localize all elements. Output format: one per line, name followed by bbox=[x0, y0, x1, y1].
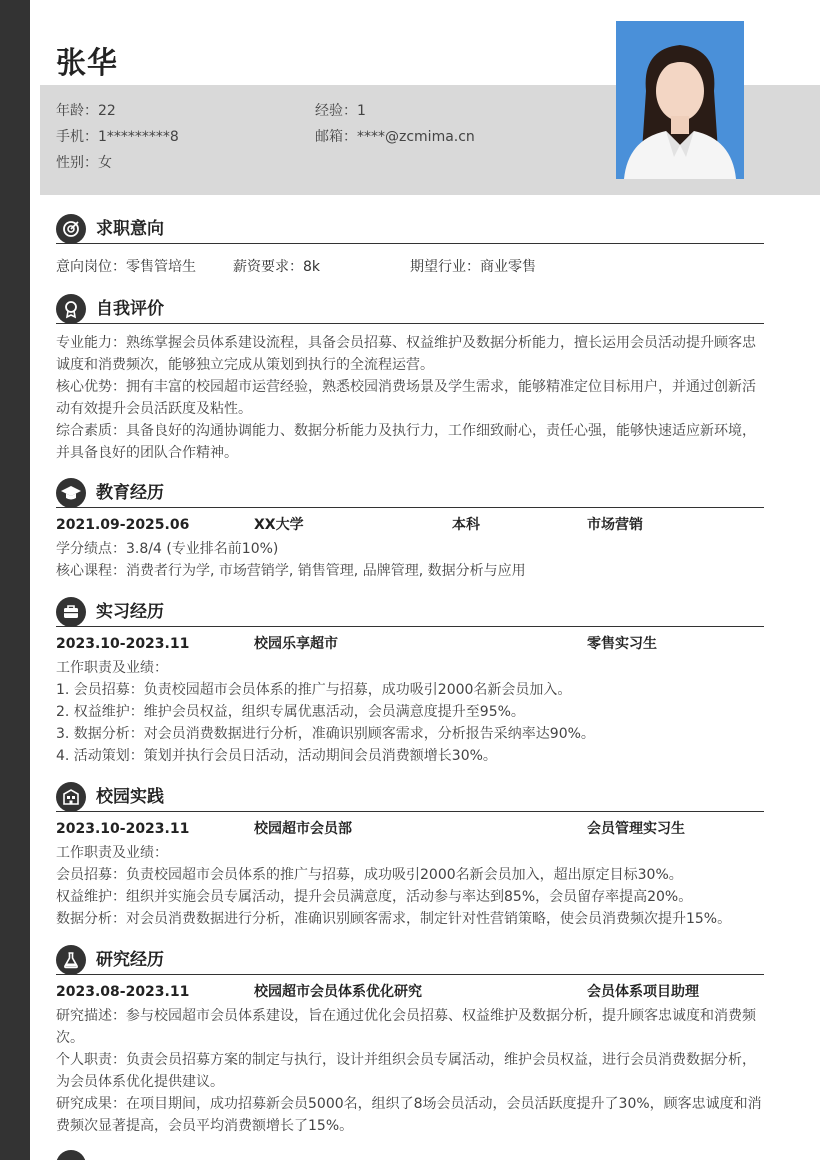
graduation-cap-icon bbox=[56, 478, 86, 508]
internship-line: 工作职责及业绩： bbox=[56, 660, 168, 676]
intent-salary: 薪资要求：8k bbox=[233, 259, 321, 275]
internship-line: 1. 会员招募：负责校园超市会员体系的推广与招募，成功吸引2000名新会员加入。 bbox=[56, 682, 572, 698]
candidate-name: 张华 bbox=[56, 46, 118, 81]
flask-icon bbox=[56, 945, 86, 975]
section-title: 自我评价 bbox=[96, 299, 164, 319]
target-icon bbox=[56, 214, 86, 244]
self-eval-paragraph: 专业能力：熟练掌握会员体系建设流程，具备会员招募、权益维护及数据分析能力，擅长运用会员活动提升顾客忠诚度和消费频次，能够独立完成从策划到执行的全流程运营。 bbox=[56, 335, 756, 373]
section-header bbox=[56, 214, 764, 244]
campus-line: 权益维护：组织并实施会员专属活动，提升会员满意度，活动参与率达到85%，会员留存率提高20%。 bbox=[56, 889, 693, 905]
research-paragraph: 研究成果：在项目期间，成功招募新会员5000名，组织了8场会员活动，会员活跃度提升了30%，顾客忠诚度和消费频次显著提高，会员平均消费额增长了15%。 bbox=[56, 1096, 762, 1134]
building-icon bbox=[56, 782, 86, 812]
campus-line: 会员招募：负责校园超市会员体系的推广与招募，成功吸引2000名新会员加入，超出原定目标30%。 bbox=[56, 867, 683, 883]
education-degree: 本科 bbox=[452, 517, 480, 533]
intent-position: 意向岗位：零售管培生 bbox=[56, 259, 196, 275]
section-header bbox=[56, 945, 764, 975]
section-header bbox=[56, 782, 764, 812]
campus-line: 工作职责及业绩： bbox=[56, 845, 168, 861]
research-paragraph: 个人职责：负责会员招募方案的制定与执行，设计并组织会员专属活动，维护会员权益，进行会员消费数据分析，为会员体系优化提供建议。 bbox=[56, 1052, 756, 1090]
research-paragraph: 研究描述：参与校园超市会员体系建设，旨在通过优化会员招募、权益维护及数据分析，提升顾客忠诚度和消费频次。 bbox=[56, 1008, 756, 1046]
self-eval-paragraph: 核心优势：拥有丰富的校园超市运营经验，熟悉校园消费场景及学生需求，能够精准定位目标用户，并通过创新活动有效提升会员活跃度及粘性。 bbox=[56, 379, 756, 417]
research-project: 校园超市会员体系优化研究 bbox=[254, 984, 422, 1000]
email-field: 邮箱：****@zcmima.cn bbox=[315, 129, 475, 145]
internship-line: 3. 数据分析：对会员消费数据进行分析，准确识别顾客需求，分析报告采纳率达90%。 bbox=[56, 726, 595, 742]
section-title: 研究经历 bbox=[96, 950, 164, 970]
section-title: 实习经历 bbox=[96, 602, 164, 622]
section-header bbox=[56, 294, 764, 324]
campus-org: 校园超市会员部 bbox=[254, 821, 352, 837]
section-header bbox=[56, 597, 764, 627]
campus-date: 2023.10-2023.11 bbox=[56, 821, 190, 837]
research-role: 会员体系项目助理 bbox=[587, 984, 699, 1000]
section-campus-practice bbox=[56, 782, 764, 930]
internship-line: 4. 活动策划：策划并执行会员日活动，活动期间会员消费额增长30%。 bbox=[56, 748, 497, 764]
education-line: 学分绩点：3.8/4 (专业排名前10%) bbox=[56, 541, 279, 557]
education-major: 市场营销 bbox=[587, 517, 643, 533]
age-field: 年龄：22 bbox=[56, 103, 116, 119]
section-education bbox=[56, 478, 764, 582]
section-title: 校园实践 bbox=[96, 787, 164, 807]
section-title: 求职意向 bbox=[96, 219, 164, 239]
profile-photo bbox=[616, 21, 744, 179]
campus-line: 数据分析：对会员消费数据进行分析，准确识别顾客需求，制定针对性营销策略，使会员消费频次提升15%。 bbox=[56, 911, 732, 927]
education-school: XX大学 bbox=[254, 517, 304, 533]
experience-field: 经验：1 bbox=[315, 103, 366, 119]
internship-org: 校园乐享超市 bbox=[254, 636, 338, 652]
internship-date: 2023.10-2023.11 bbox=[56, 636, 190, 652]
campus-role: 会员管理实习生 bbox=[587, 821, 685, 837]
internship-line: 2. 权益维护：维护会员权益，组织专属优惠活动，会员满意度提升至95%。 bbox=[56, 704, 525, 720]
education-date: 2021.09-2025.06 bbox=[56, 517, 190, 533]
internship-role: 零售实习生 bbox=[587, 636, 657, 652]
section-self-evaluation bbox=[56, 294, 764, 464]
self-eval-paragraph: 综合素质：具备良好的沟通协调能力、数据分析能力及执行力，工作细致耐心，责任心强，能够快速适应新环境，并具备良好的团队合作精神。 bbox=[56, 423, 756, 461]
gender-field: 性别：女 bbox=[56, 155, 112, 171]
left-accent-bar bbox=[0, 0, 30, 1160]
section-internship bbox=[56, 597, 764, 767]
award-icon bbox=[56, 294, 86, 324]
briefcase-icon bbox=[56, 597, 86, 627]
section-job-intent bbox=[56, 214, 764, 278]
section-title: 教育经历 bbox=[96, 483, 164, 503]
phone-field: 手机：1*********8 bbox=[56, 129, 179, 145]
intent-industry: 期望行业：商业零售 bbox=[410, 259, 536, 275]
education-line: 核心课程：消费者行为学, 市场营销学, 销售管理, 品牌管理, 数据分析与应用 bbox=[56, 563, 526, 579]
section-icon bbox=[56, 1150, 86, 1160]
research-date: 2023.08-2023.11 bbox=[56, 984, 190, 1000]
section-research bbox=[56, 945, 764, 1137]
section-header bbox=[56, 478, 764, 508]
